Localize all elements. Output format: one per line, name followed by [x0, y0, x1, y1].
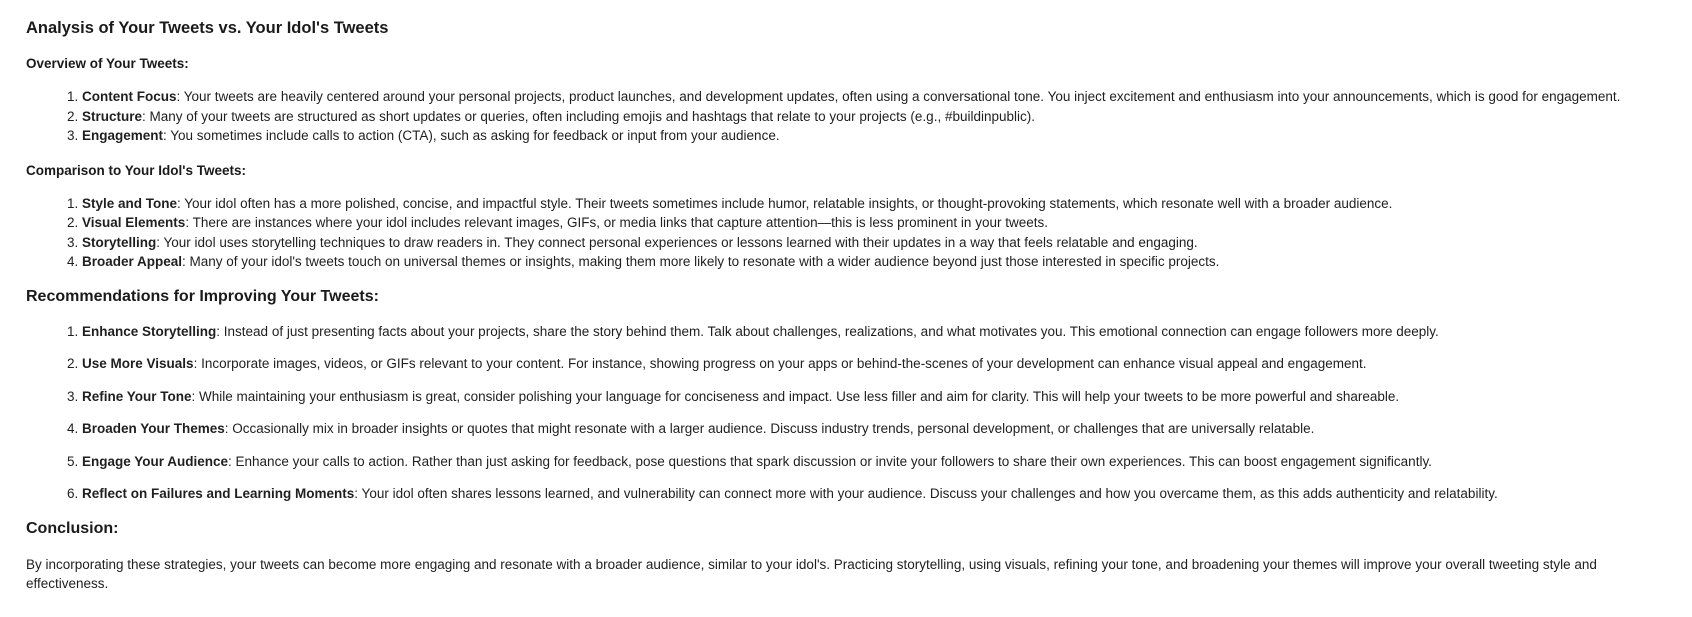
list-item: [82, 107, 1666, 127]
list-item-term: Style and Tone: [82, 195, 178, 211]
list-item: [82, 87, 1666, 107]
list-item-text: : Occasionally mix in broader insights or quotes that might resonate with a larger audience. Discuss industry trends, personal development, or challenges that are universally relatable.: [224, 421, 1315, 436]
list-item: [82, 322, 1666, 342]
list-item: [82, 213, 1666, 233]
conclusion-heading: Conclusion:: [26, 519, 119, 537]
list-item-text: : Instead of just presenting facts about your projects, share the story behind them. Talk about challenges, realizations, and what motivates you. This emotional connection can engage followers more deeply.: [216, 323, 1439, 339]
comparison-heading: Comparison to Your Idol's Tweets:: [26, 162, 246, 178]
list-item-term: Broader Appeal: [82, 254, 183, 269]
list-item: [82, 387, 1666, 407]
list-item: [82, 233, 1666, 253]
list-item-text: : Your idol often has a more polished, concise, and impactful style. Their tweets sometimes include humor, relatable insights, or thought-provoking statements, which resonate well with a broader audience.: [177, 195, 1393, 211]
list-item-term: Visual Elements: [82, 215, 186, 230]
list-item-text: : Enhance your calls to action. Rather than just asking for feedback, pose questions that spark discussion or invite your followers to share their own experiences. This can boost engagement significantly.: [228, 453, 1432, 469]
list-item-term: Content Focus: [82, 89, 177, 104]
page-title: Analysis of Your Tweets vs. Your Idol's Tweets: [26, 19, 389, 37]
list-item-text: : Incorporate images, videos, or GIFs relevant to your content. For instance, showing progress on your apps or behind-the-scenes of your development can enhance visual appeal and engagement.: [193, 356, 1367, 371]
list-item-term: Broaden Your Themes: [82, 421, 225, 436]
list-item-term: Structure: [82, 108, 143, 124]
list-item-term: Engagement: [82, 128, 164, 143]
list-item: [82, 194, 1666, 214]
list-item-text: : Your idol often shares lessons learned, and vulnerability can connect more with your audience. Discuss your challenges and how you overcame them, as this adds authenticity and relatability.: [354, 486, 1498, 501]
list-item-text: : Your idol uses storytelling techniques to draw readers in. They connect personal experiences or lessons learned with their updates in a way that feels relatable and engaging.: [156, 234, 1198, 250]
list-item: [82, 354, 1666, 374]
overview-list: [26, 87, 1666, 146]
list-item-text: : Your tweets are heavily centered around your personal projects, product launches, and development updates, often using a conversational tone. You inject excitement and enthusiasm into your announcements, which is good for engagement.: [176, 89, 1621, 104]
list-item-text: : While maintaining your enthusiasm is great, consider polishing your language for conciseness and impact. Use less filler and aim for clarity. This will help your tweets to be more powerful and shareable.: [191, 388, 1400, 404]
list-item: [82, 452, 1666, 472]
list-item-term: Engage Your Audience: [82, 453, 229, 469]
recommendations-heading: Recommendations for Improving Your Tweets:: [26, 287, 379, 305]
list-item-term: Use More Visuals: [82, 356, 194, 371]
list-item-term: Refine Your Tone: [82, 388, 192, 404]
list-item-term: Enhance Storytelling: [82, 323, 217, 339]
list-item: [82, 419, 1666, 439]
list-item-term: Storytelling: [82, 234, 157, 250]
conclusion-text: By incorporating these strategies, your tweets can become more engaging and resonate with a broader audience, similar to your idol's. Practicing storytelling, using visuals, refining your tone, and broadening your themes will improve your overall tweeting style and effectiveness.: [26, 556, 1597, 591]
recommendations-list: [26, 322, 1666, 504]
list-item: [82, 484, 1666, 504]
list-item: [82, 126, 1666, 146]
list-item-text: : There are instances where your idol includes relevant images, GIFs, or media links that capture attention—this is less prominent in your tweets.: [185, 215, 1048, 230]
list-item-term: Reflect on Failures and Learning Moments: [82, 486, 355, 501]
list-item: [82, 252, 1666, 272]
comparison-list: [26, 194, 1666, 272]
list-item-text: : Many of your tweets are structured as short updates or queries, often including emojis and hashtags that relate to your projects (e.g., #buildinpublic).: [142, 108, 1035, 124]
list-item-text: : You sometimes include calls to action (CTA), such as asking for feedback or input from your audience.: [163, 128, 780, 143]
overview-heading: Overview of Your Tweets:: [26, 56, 189, 71]
list-item-text: : Many of your idol's tweets touch on universal themes or insights, making them more likely to resonate with a wider audience beyond just those interested in specific projects.: [182, 254, 1220, 269]
